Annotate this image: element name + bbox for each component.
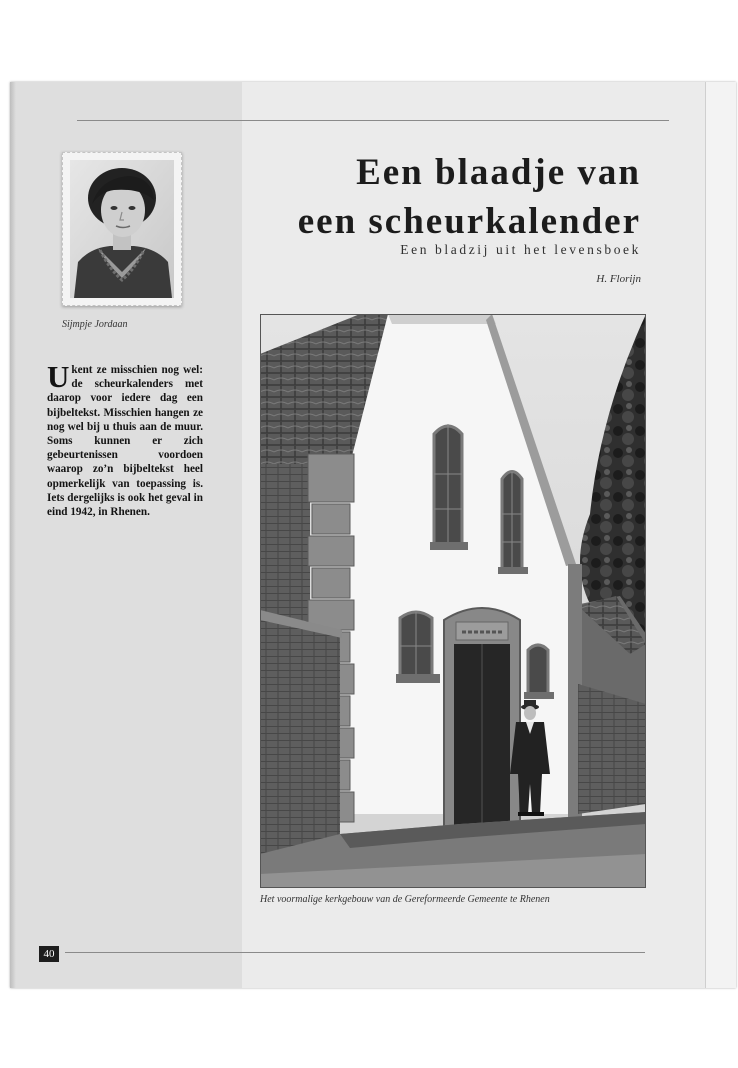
article-author: H. Florijn: [596, 273, 641, 285]
article-title: [201, 148, 641, 246]
intro-text: kent ze misschien nog wel: de scheurkalenders met daarop voor iedere dag een bijbeltekst. Misschien hangen ze nog wel bij u thuis aan de muur. Soms kunnen er zich gebeurtenissen voordoen waarop zo’n bijbeltekst heel opmerkelijk van toepassing is. Iets dergelijks is ook het geval in eind 1942, in Rhenen.: [47, 364, 203, 519]
photo-caption: Het voormalige kerkgebouw van de Gereformeerde Gemeente te Rhenen: [260, 894, 550, 905]
drop-cap: U: [47, 359, 70, 394]
facing-page-edge: [705, 82, 736, 988]
title-line-2: een scheurkalender: [297, 201, 641, 242]
page-spine-shadow: [10, 82, 16, 988]
portrait-photo: [62, 152, 182, 306]
article-subtitle: Een bladzij uit het levensboek: [400, 242, 641, 257]
page-number: 40: [39, 946, 59, 962]
church-photo: [260, 314, 646, 888]
bottom-rule: [65, 952, 645, 953]
portrait-caption: Sijmpje Jordaan: [62, 319, 128, 330]
title-line-1: Een blaadje van: [356, 152, 641, 193]
intro-paragraph: [47, 359, 203, 519]
magazine-page: [10, 82, 736, 988]
portrait-image: [70, 160, 174, 298]
top-rule: [77, 120, 669, 121]
